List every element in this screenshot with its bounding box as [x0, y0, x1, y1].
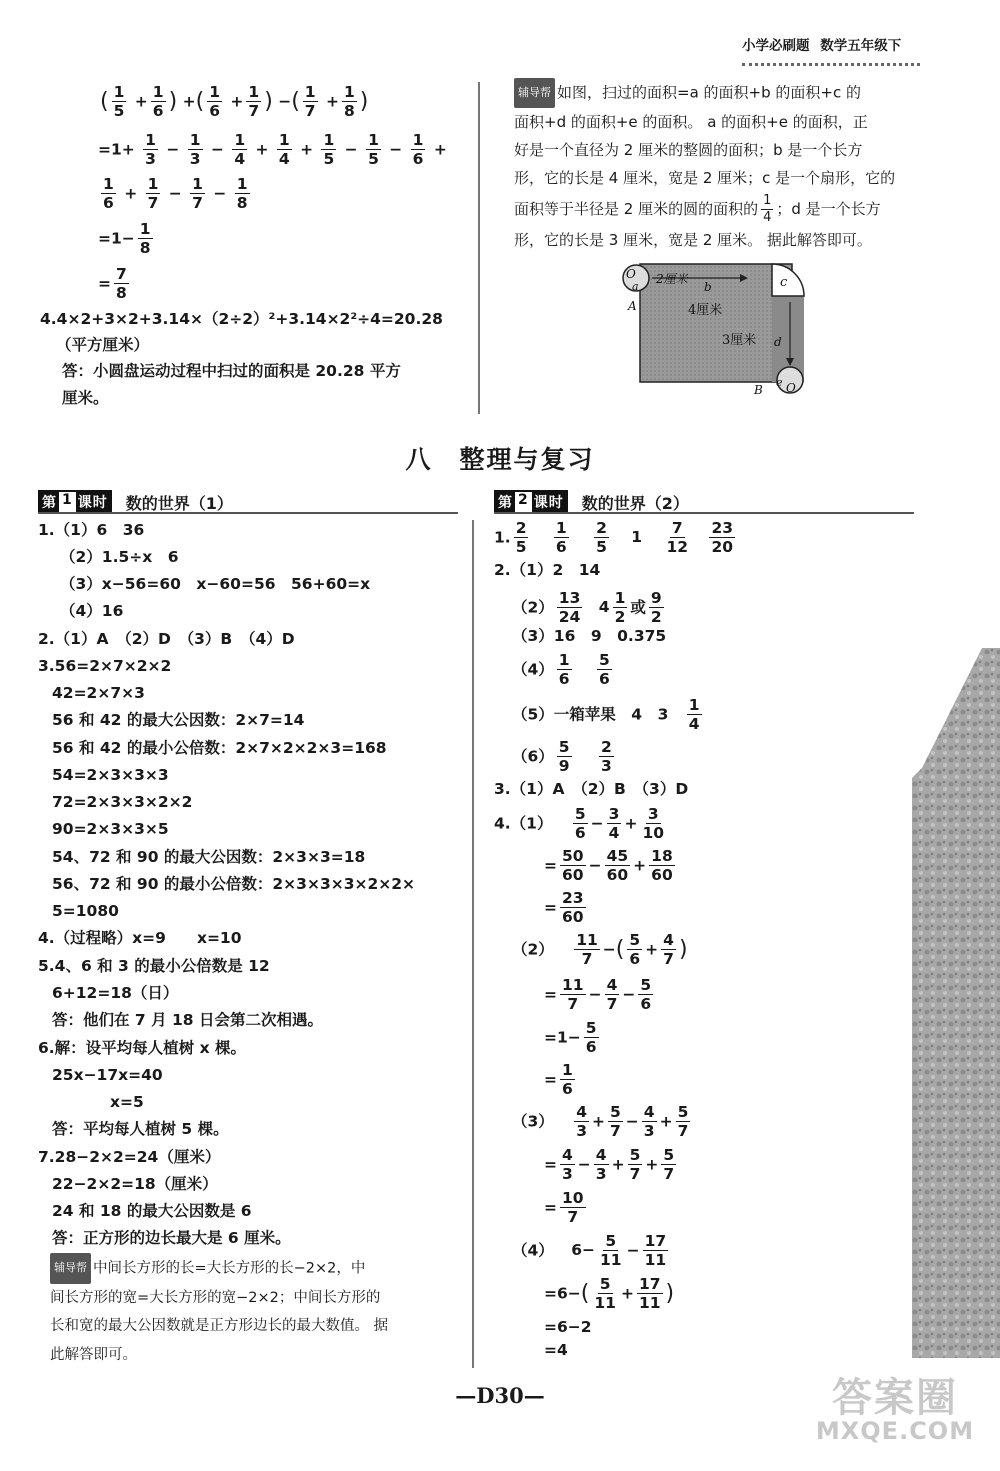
l1-line: 56、72 和 90 的最小公倍数：2×3×3×3×2×2×: [52, 875, 416, 893]
figure-quarter-circle-c: [772, 264, 804, 296]
decorative-pencil-shape: [912, 648, 1000, 1358]
l2-q4-2-b: = $\frac{11}{7}$ − $\frac{4}{7}$ − $\frac{5}{6}$: [544, 976, 652, 1014]
l1-line: 5=1080: [52, 902, 119, 920]
q4-answer-b: 厘米。: [62, 389, 109, 407]
l2-q2-5: （5）一箱苹果 4 3 $\frac{1}{4}$: [512, 696, 700, 734]
watermark-line-2: MXQE.COM: [815, 1417, 975, 1445]
l1-line: （2）1.5÷x 6: [60, 548, 179, 566]
q4-calc: 4.4×2+3×2+3.14×（2÷2）²+3.14×2²÷4=20.28: [40, 310, 443, 328]
figure-label-A: A: [628, 299, 637, 313]
header-dotted-rule: [742, 63, 920, 66]
expr-line-2: =1+ $\frac{1}{3}$ − $\frac{1}{3}$ − $\frac{1}{4}$ + $\frac{1}{4}$ + $\frac{1}{5}$ − $\frac{1}{5}$ − $\frac{1}{6}$ +: [98, 131, 447, 169]
l2-q4-1-c: = $\frac{23}{60}$: [544, 889, 584, 927]
figure-label-e: e: [776, 376, 783, 389]
l2-q4-4-d: =4: [544, 1341, 568, 1359]
l2-q4-3-b: = $\frac{4}{3}$ − $\frac{4}{3}$ + $\frac{5}{7}$ + $\frac{5}{7}$: [544, 1146, 675, 1184]
figure-label-c: c: [780, 275, 788, 290]
l1-line: 56 和 42 的最大公因数：2×7=14: [52, 711, 305, 729]
expr-line-3: $\frac{1}{6}$ + $\frac{1}{7}$ − $\frac{1}{7}$ − $\frac{1}{8}$: [103, 175, 248, 213]
l1-line: 4.（过程略）x=9 x=10: [38, 929, 242, 947]
helper-tag: 辅导帮: [50, 1253, 91, 1284]
header-subject: 数学五年级下: [820, 38, 902, 54]
watermark-line-1: 答案圈: [832, 1375, 958, 1421]
l2-q4-3-c: = $\frac{10}{7}$: [544, 1189, 584, 1227]
top-helper-text: 辅导帮 如图，扫过的面积=a 的面积+b 的面积+c 的 面积+d 的面积+e 的面积。 a 的面积+e 的面积，正 好是一个直径为 2 厘米的整圆的面积；b 是一个长方 形，它的长是 4 厘米，宽是 2 厘米；c 是一个扇形，它的 面积等于半径是 2 厘米的圆的面积的 $\frac{1}{4}$ ；d 是一个长方 形，它的长是 3 厘米，宽是 2 厘米。 据此解答即可。: [514, 78, 924, 254]
watermark: [800, 1375, 990, 1445]
lesson-2-tag: 第 2 课时: [494, 490, 568, 514]
l1-line: 7.28−2×2=24（厘米）: [38, 1148, 221, 1166]
bottom-column-divider: [472, 520, 474, 1368]
l1-line: 答：正方形的边长最大是 6 厘米。: [52, 1229, 291, 1247]
l1-line: 2.（1）A （2）D （3）B （4）D: [38, 630, 295, 648]
l1-line: （4）16: [60, 602, 124, 620]
expr-line-4: =1− $\frac{1}{8}$: [98, 220, 151, 258]
l2-q4-1-a: 4.（1） $\frac{5}{6}$ − $\frac{3}{4}$ + $\frac{3}{10}$: [494, 805, 665, 843]
helper-tag: 辅导帮: [514, 78, 555, 108]
l2-q2-6: （6） $\frac{5}{9}$ $\frac{2}{3}$: [512, 738, 612, 776]
l2-q1: 1. $\frac{2}{5}$ $\frac{1}{6}$ $\frac{2}{5}$ 1 $\frac{7}{12}$ $\frac{23}{20}$: [494, 519, 734, 557]
l1-line: （3）x−56=60 x−60=56 56+60=x: [60, 575, 371, 593]
figure-label-d: d: [774, 335, 782, 349]
figure-label-2cm: 2厘米: [656, 272, 688, 286]
l1-line: 1.（1）6 36: [38, 521, 145, 539]
l2-q2-1: 2.（1）2 14: [494, 561, 601, 579]
l2-q2-4: （4） $\frac{1}{6}$ $\frac{5}{6}$: [512, 651, 610, 689]
figure-label-b: b: [704, 280, 712, 294]
l1-line: 42=2×7×3: [52, 684, 145, 702]
lesson-1-title: 数的世界（1）: [125, 493, 233, 513]
chapter-title: 八 整理与复习: [405, 445, 595, 474]
l2-q4-2-d: = $\frac{1}{6}$: [544, 1061, 573, 1099]
l2-q4-3-a: （3） $\frac{4}{3}$ + $\frac{5}{7}$ − $\frac{4}{3}$ + $\frac{5}{7}$: [512, 1103, 689, 1141]
l1-line: 答：平均每人植树 5 棵。: [52, 1120, 229, 1138]
l1-line: 25x−17x=40: [52, 1066, 163, 1084]
l2-q2-2: （2） $\frac{13}{24}$ 4 $\frac{1}{2}$ 或 $\frac{9}{2}$: [512, 589, 662, 627]
lesson-2-header: [494, 490, 689, 514]
l1-line: 5.4、6 和 3 的最小公倍数是 12: [38, 957, 270, 975]
lesson-2-underline: [494, 512, 914, 514]
lesson-1-helper: 辅导帮 中间长方形的长=大长方形的长−2×2，中 间长方形的宽=大长方形的宽−2×2；中间长方形的 长和宽的最大公因数就是正方形边长的最大数值。 据 此解答即可。: [50, 1253, 465, 1369]
l2-q3: 3.（1）A （2）B （3）D: [494, 780, 689, 798]
top-column-divider: [478, 82, 480, 414]
figure-label-a: a: [632, 280, 639, 293]
l1-line: x=5: [110, 1093, 144, 1111]
l1-line: 72=2×3×3×2×2: [52, 793, 193, 811]
lesson-2-title: 数的世界（2）: [581, 493, 689, 513]
l2-q4-2-c: =1− $\frac{5}{6}$: [544, 1019, 597, 1057]
q4-unit: （平方厘米）: [56, 336, 150, 354]
l2-q4-2-a: （2） $\frac{11}{7}$ −( $\frac{5}{6}$ + $\frac{4}{7}$ ): [512, 931, 688, 969]
l1-line: 56 和 42 的最小公倍数：2×7×2×2×3=168: [52, 739, 387, 757]
area-figure: [622, 262, 808, 400]
l2-q4-4-a: （4） 6− $\frac{5}{11}$ − $\frac{17}{11}$: [512, 1232, 667, 1270]
expr-line-5: = $\frac{7}{8}$: [98, 265, 127, 303]
figure-label-4cm: 4厘米: [688, 303, 723, 318]
l2-q4-1-b: = $\frac{50}{60}$ − $\frac{45}{60}$ + $\frac{18}{60}$: [544, 847, 673, 885]
figure-label-O-top: O: [626, 267, 636, 281]
figure-label-O-bottom: O: [786, 381, 796, 395]
l1-line: 6.解：设平均每人植树 x 棵。: [38, 1039, 246, 1057]
page-number: —D30—: [455, 1383, 545, 1408]
figure-label-3cm: 3厘米: [722, 333, 757, 348]
l2-q4-4-c: =6−2: [544, 1318, 592, 1336]
l2-q4-4-b: =6−( $\frac{5}{11}$ + $\frac{17}{11}$ ): [544, 1275, 675, 1313]
l1-line: 6+12=18（日）: [52, 984, 179, 1002]
l1-line: 24 和 18 的最大公因数是 6: [52, 1202, 252, 1220]
l1-line: 54、72 和 90 的最大公因数：2×3×3=18: [52, 848, 366, 866]
q4-answer-a: 答：小圆盘运动过程中扫过的面积是 20.28 平方: [62, 362, 401, 380]
l1-line: 22−2×2=18（厘米）: [52, 1175, 218, 1193]
l1-line: 3.56=2×7×2×2: [38, 657, 172, 675]
l2-q2-3: （3）16 9 0.375: [512, 627, 667, 645]
figure-label-B: B: [754, 383, 763, 397]
lesson-1-tag: 第 1 课时: [38, 490, 112, 514]
l1-line: 90=2×3×3×5: [52, 820, 169, 838]
l1-line: 54=2×3×3×3: [52, 766, 169, 784]
lesson-1-header: [38, 490, 233, 514]
expr-line-1: ( $\frac{1}{5}$ + $\frac{1}{6}$ ) +( $\frac{1}{6}$ + $\frac{1}{7}$ ) −( $\frac{1}{7}$ + $\frac{1}{8}$ ): [100, 83, 369, 121]
l1-line: 答：他们在 7 月 18 日会第二次相遇。: [52, 1011, 323, 1029]
lesson-1-underline: [38, 512, 458, 514]
page-header: [742, 34, 901, 54]
header-book: 小学必刷题: [742, 38, 810, 54]
